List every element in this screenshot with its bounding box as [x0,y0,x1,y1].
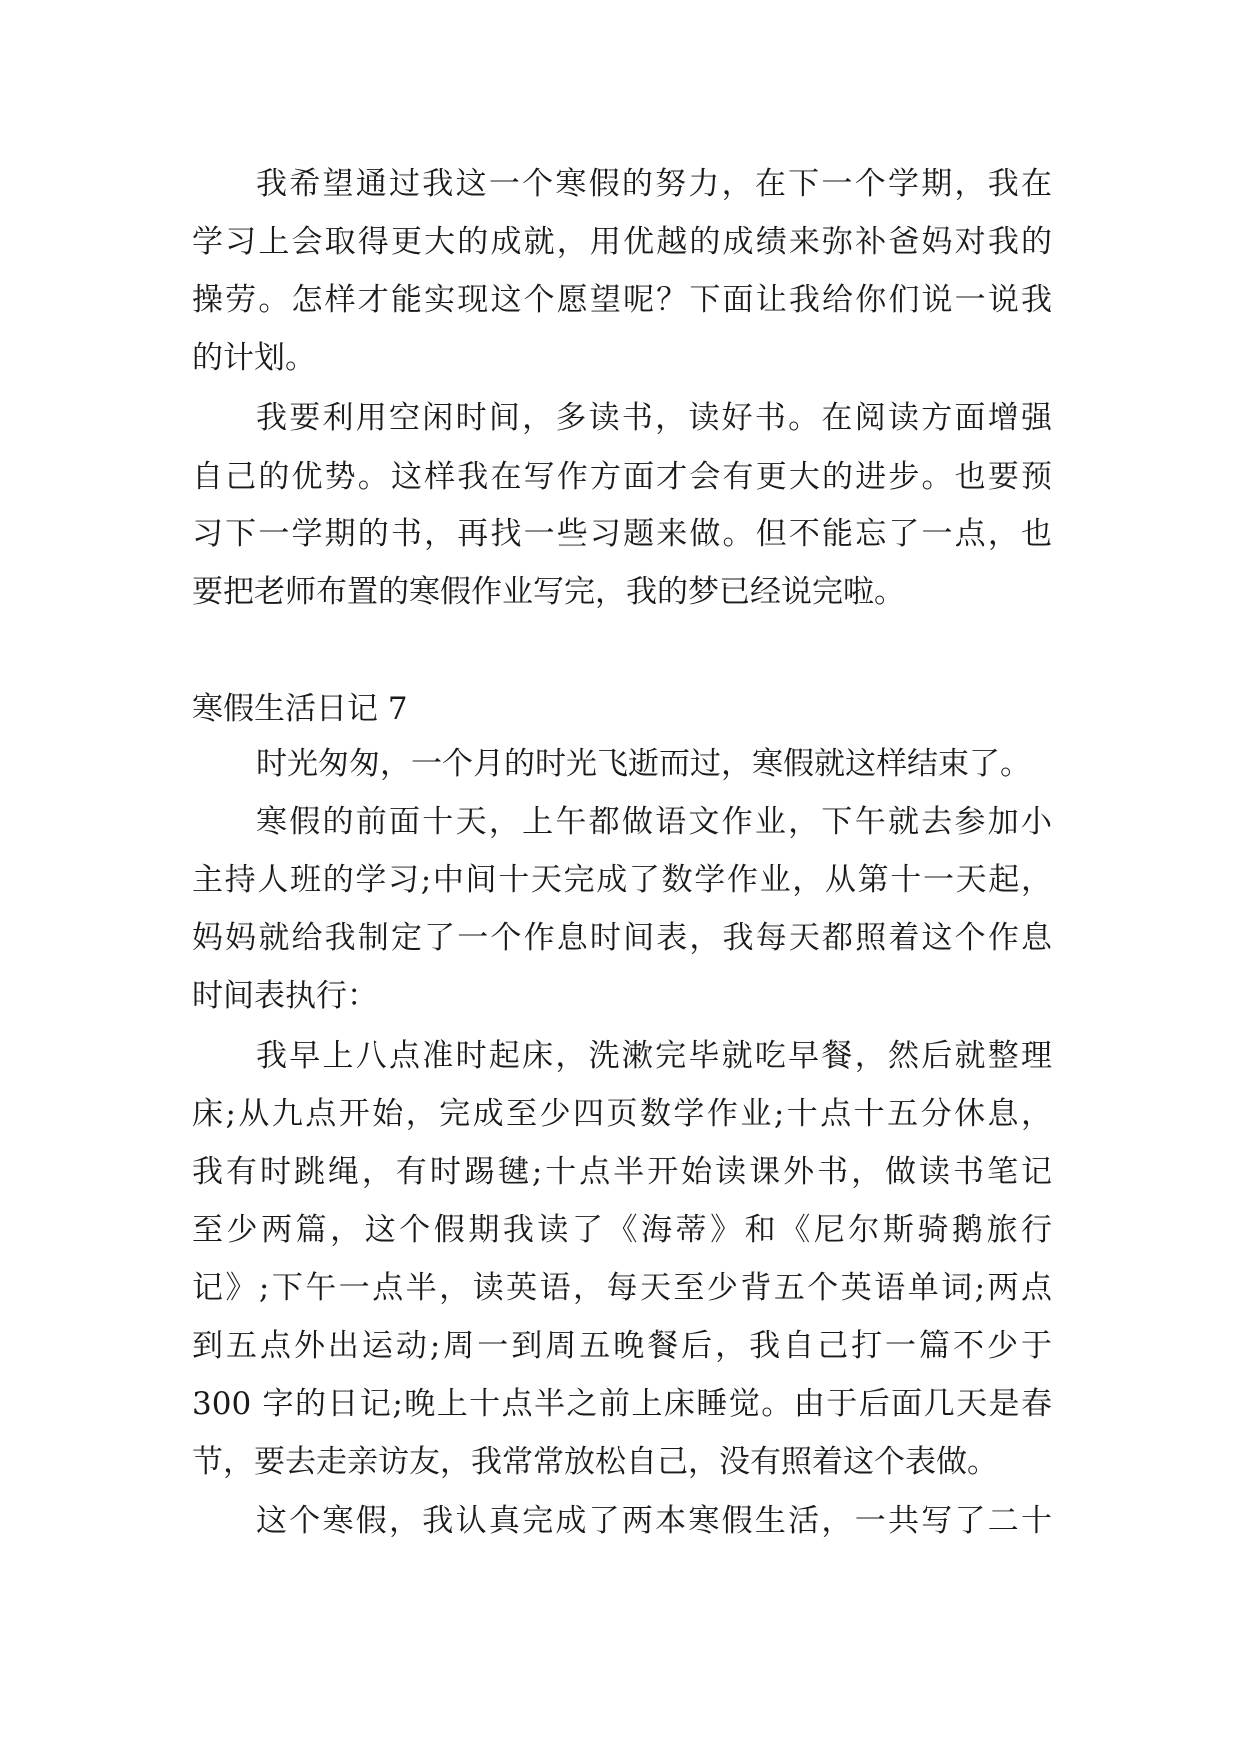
paragraph-line: 到五点外出运动;周一到周五晚餐后，我自己打一篇不少于 [192,1328,1052,1364]
paragraph-line: 节，要去走亲访友，我常常放松自己，没有照着这个表做。 [192,1444,998,1480]
paragraph-line: 我有时跳绳，有时踢毽;十点半开始读课外书，做读书笔记 [192,1154,1052,1190]
paragraph-line: 床;从九点开始，完成至少四页数学作业;十点十五分休息， [192,1096,1052,1132]
paragraph-line: 时间表执行： [192,978,378,1014]
paragraph-line: 操劳。怎样才能实现这个愿望呢？下面让我给你们说一说我 [192,282,1052,318]
paragraph-line: 妈妈就给我制定了一个作息时间表，我每天都照着这个作息 [192,920,1052,956]
paragraph-line: 我希望通过我这一个寒假的努力，在下一个学期，我在 [256,166,1052,202]
paragraph-line: 自己的优势。这样我在写作方面才会有更大的进步。也要预 [192,459,1052,495]
paragraph-line: 这个寒假，我认真完成了两本寒假生活，一共写了二十 [256,1503,1052,1539]
paragraph-line: 我早上八点准时起床，洗漱完毕就吃早餐，然后就整理 [256,1038,1052,1074]
paragraph-line: 习下一学期的书，再找一些习题来做。但不能忘了一点，也 [192,516,1052,552]
paragraph-line: 寒假的前面十天，上午都做语文作业，下午就去参加小 [256,804,1052,840]
paragraph-line: 记》;下午一点半，读英语，每天至少背五个英语单词;两点 [192,1270,1052,1306]
paragraph-line: 300 字的日记;晚上十点半之前上床睡觉。由于后面几天是春 [192,1386,1052,1422]
section-title: 寒假生活日记 7 [192,691,408,727]
paragraph-line: 学习上会取得更大的成就，用优越的成绩来弥补爸妈对我的 [192,224,1052,260]
paragraph-line: 要把老师布置的寒假作业写完，我的梦已经说完啦。 [192,574,905,610]
paragraph-line: 的计划。 [192,340,316,376]
paragraph-line: 主持人班的学习;中间十天完成了数学作业，从第十一天起， [192,862,1052,898]
paragraph-line: 我要利用空闲时间，多读书，读好书。在阅读方面增强 [256,400,1052,436]
paragraph-line: 时光匆匆，一个月的时光飞逝而过，寒假就这样结束了。 [256,746,1031,782]
paragraph-line: 至少两篇，这个假期我读了《海蒂》和《尼尔斯骑鹅旅行 [192,1212,1052,1248]
